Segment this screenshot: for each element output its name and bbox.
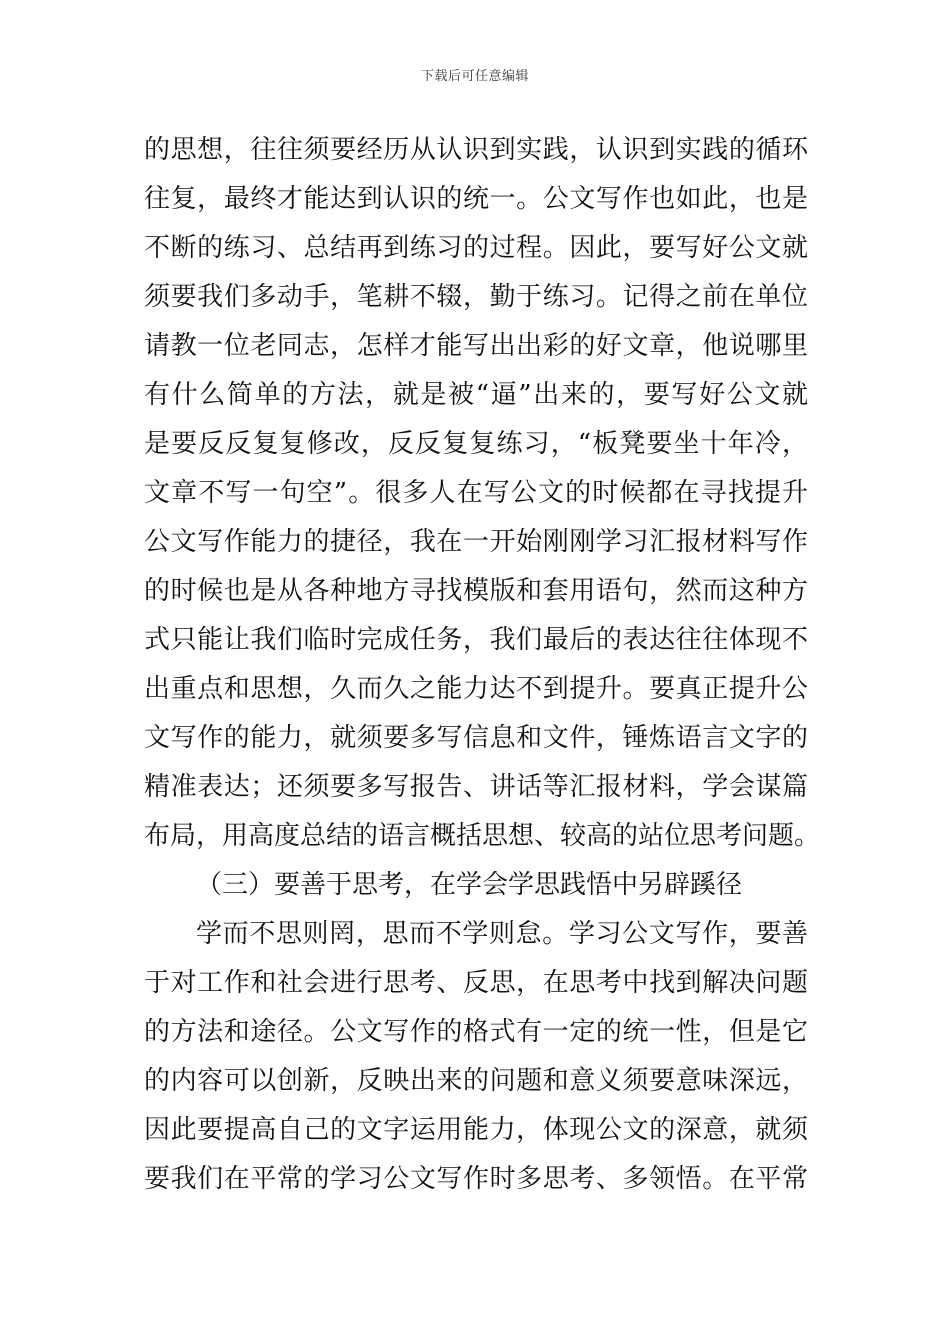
paragraph-line: 学而不思则罔，思而不学则怠。学习公文写作，要善: [196, 919, 808, 949]
paragraph-line: 须要我们多动手，笔耕不辍，勤于练习。记得之前在单位: [144, 282, 808, 312]
paragraph-line: 不断的练习、总结再到练习的过程。因此，要写好公文就: [144, 233, 808, 263]
paragraph-line: 的思想，往往须要经历从认识到实践，认识到实践的循环: [144, 135, 808, 165]
paragraph-line: 式只能让我们临时完成任务，我们最后的表达往往体现不: [144, 625, 808, 655]
paragraph-line: 有什么简单的方法，就是被“逼”出来的，要写好公文就: [144, 380, 808, 410]
body-text: [144, 126, 821, 1204]
paragraph-line: 的内容可以创新，反映出来的问题和意义须要意味深远，: [144, 1066, 808, 1096]
paragraph-line: 文章不写一句空”。很多人在写公文的时候都在寻找提升: [144, 478, 808, 508]
paragraph-line: 于对工作和社会进行思考、反思，在思考中找到解决问题: [144, 968, 808, 998]
header-note: 下载后可任意编辑: [420, 69, 529, 84]
paragraph-line: 公文写作能力的捷径，我在一开始刚刚学习汇报材料写作: [144, 527, 808, 557]
paragraph-line: 是要反反复复修改，反反复复练习，“板凳要坐十年冷，: [144, 429, 808, 459]
paragraph-line: 因此要提高自己的文字运用能力，体现公文的深意，就须: [144, 1115, 808, 1145]
paragraph-line: 请教一位老同志，怎样才能写出出彩的好文章，他说哪里: [144, 331, 808, 361]
paragraph-line: 出重点和思想，久而久之能力达不到提升。要真正提升公: [144, 674, 808, 704]
paragraph-line: 要我们在平常的学习公文写作时多思考、多领悟。在平常: [144, 1164, 808, 1194]
paragraph-line: 文写作的能力，就须要多写信息和文件，锤炼语言文字的: [144, 723, 808, 753]
paragraph-line: 往复，最终才能达到认识的统一。公文写作也如此，也是: [144, 184, 808, 214]
section-heading: （三）要善于思考，在学会学思践悟中另辟蹊径: [196, 870, 743, 900]
paragraph-line: 精准表达；还须要多写报告、讲话等汇报材料，学会谋篇: [144, 772, 808, 802]
paragraph-line: 的时候也是从各种地方寻找模版和套用语句，然而这种方: [144, 576, 808, 606]
paragraph-line: 的方法和途径。公文写作的格式有一定的统一性，但是它: [144, 1017, 808, 1047]
paragraph-line: 布局，用高度总结的语言概括思想、较高的站位思考问题。: [144, 821, 821, 851]
